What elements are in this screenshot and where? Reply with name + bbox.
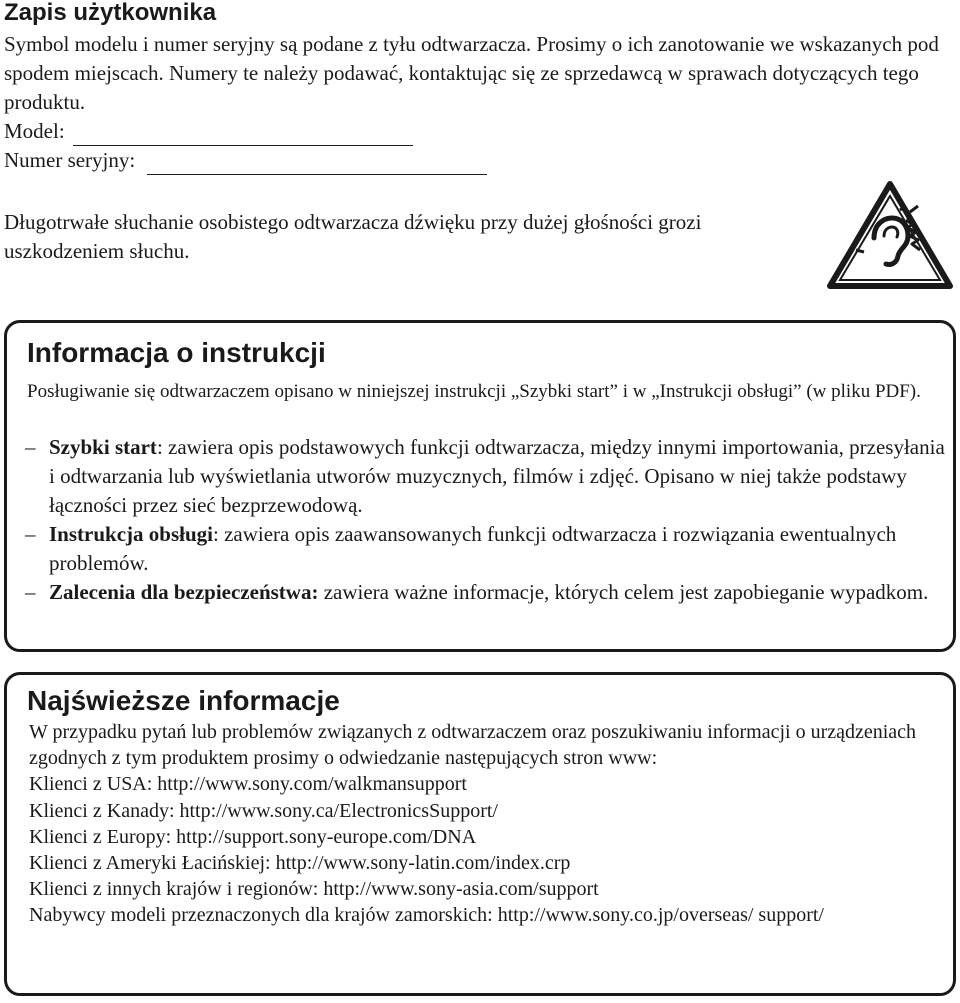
serial-blank-line xyxy=(147,154,487,175)
latest-info-box xyxy=(4,672,956,996)
guide-item-separator: : xyxy=(156,435,163,459)
user-record-heading: Zapis użytkownika xyxy=(4,0,217,26)
guide-item-safety xyxy=(27,578,947,607)
model-label: Model: xyxy=(4,119,65,143)
latest-info-body xyxy=(29,719,949,929)
serial-field xyxy=(4,146,960,175)
guide-item-text: zawiera opis podstawowych funkcji odtwarzacza, między innymi importowania, przesyłania i odtwarzania lub wyświetlania utworów muzycznych, filmów i zdjęć. Opisano w niej także podstawy łączności przez sieć bezprzewodową. xyxy=(49,435,945,517)
guide-item-name: Szybki start xyxy=(49,435,157,459)
serial-label: Numer seryjny: xyxy=(4,148,136,172)
manual-info-intro: Posługiwanie się odtwarzaczem opisano w niniejszej instrukcji „Szybki start” i w „Instrukcji obsługi” (w pliku PDF). xyxy=(27,381,921,402)
guide-item-text: zawiera ważne informacje, których celem jest zapobieganie wypadkom. xyxy=(318,580,929,604)
manual-guides-list xyxy=(27,433,947,607)
model-blank-line xyxy=(73,125,413,146)
guide-item-name: Instrukcja obsługi xyxy=(49,522,213,546)
user-record-paragraph: Symbol modelu i numer seryjny są podane z tyłu odtwarzacza. Prosimy o ich zanotowanie we wskazanych pod spodem miejscach. Numery te należy podawać, kontaktując się ze sprzedawcą w sprawach dotyczących tego produktu. xyxy=(4,32,939,114)
support-link-canada[interactable]: Klienci z Kanady: http://www.sony.ca/ElectronicsSupport/ xyxy=(29,799,498,822)
model-field xyxy=(4,117,960,146)
guide-item-text: zawiera opis zaawansowanych funkcji odtwarzacza i rozwiązania ewentualnych problemów. xyxy=(49,522,897,575)
manual-info-title: Informacja o instrukcji xyxy=(27,337,326,368)
support-link-usa[interactable]: Klienci z USA: http://www.sony.com/walkmansupport xyxy=(29,773,467,796)
guide-item-separator: : xyxy=(212,522,219,546)
manual-info-box xyxy=(4,320,956,652)
support-link-latin-america[interactable]: Klienci z Ameryki Łacińskiej: http://www.sony-latin.com/index.crp xyxy=(29,852,571,875)
support-link-asia[interactable]: Klienci z innych krajów i regionów: http://www.sony-asia.com/support xyxy=(29,878,599,901)
guide-item-help-guide xyxy=(27,520,947,578)
user-record-section xyxy=(4,30,960,175)
guide-item-quick-start xyxy=(27,433,947,520)
latest-info-title: Najświeższe informacje xyxy=(27,685,340,716)
hearing-damage-warning-icon xyxy=(826,180,954,290)
support-link-europe[interactable]: Klienci z Europy: http://support.sony-europe.com/DNA xyxy=(29,825,477,848)
support-link-overseas[interactable]: Nabywcy modeli przeznaczonych dla krajów zamorskich: http://www.sony.co.jp/overseas/ support/ xyxy=(29,904,824,927)
guide-item-name: Zalecenia dla bezpieczeństwa: xyxy=(49,580,319,604)
hearing-warning-text: Długotrwałe słuchanie osobistego odtwarzacza dźwięku przy dużej głośności grozi uszkodzeniem słuchu. xyxy=(4,210,702,263)
latest-info-intro: W przypadku pytań lub problemów związanych z odtwarzaczem oraz poszukiwaniu informacji o urządzeniach zgodnych z tym produktem prosimy o odwiedzanie następujących stron www: xyxy=(29,721,917,770)
